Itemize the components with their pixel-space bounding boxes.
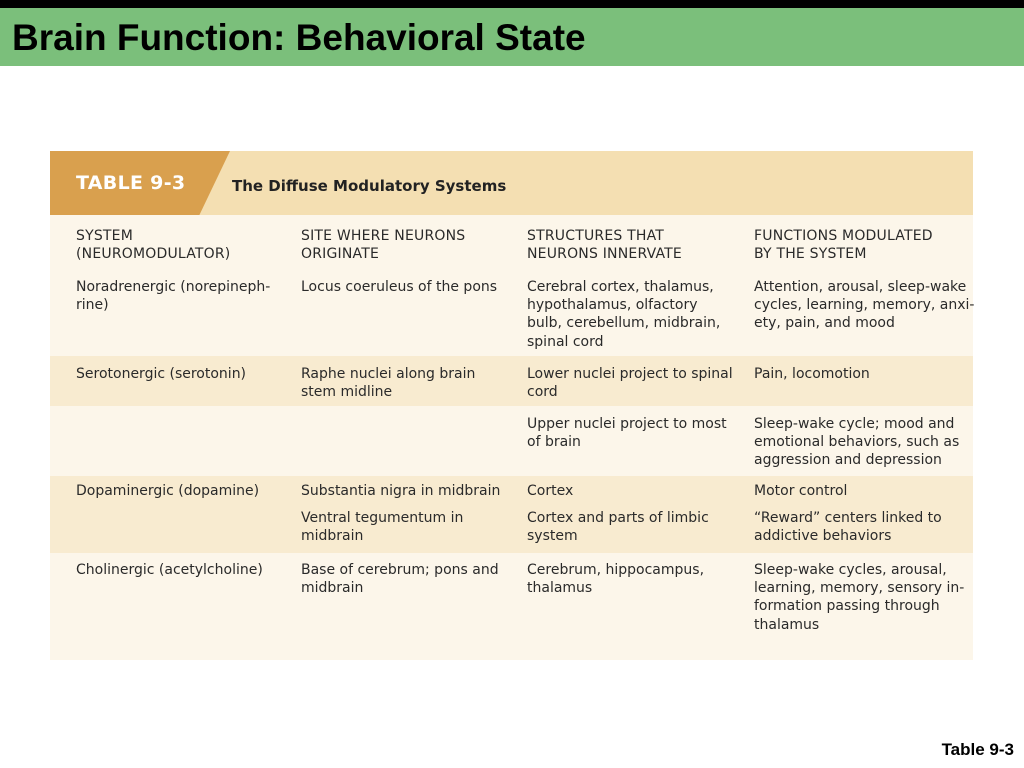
- table-cell: Cortex and parts of limbic system: [527, 510, 709, 545]
- table-cell: Base of cerebrum; pons and midbrain: [301, 562, 499, 597]
- table-cell: Sleep-wake cycles, arousal, learning, memory, sensory in- formation passing through thalamus: [754, 562, 965, 633]
- table-cell: Motor control: [754, 483, 848, 499]
- table-cell: Locus coeruleus of the pons: [301, 279, 498, 295]
- table-cell: Ventral tegumentum in midbrain: [301, 510, 464, 545]
- table-cell: Noradrenergic (norepineph- rine): [76, 279, 271, 314]
- table-cell: Upper nuclei project to most of brain: [527, 416, 727, 451]
- table-caption: The Diffuse Modulatory Systems: [232, 177, 507, 195]
- table-cell: Dopaminergic (dopamine): [76, 483, 260, 499]
- table-cell: Cortex: [527, 483, 574, 499]
- column-header-functions: FUNCTIONS MODULATED BY THE SYSTEM: [754, 228, 933, 263]
- table-cell: Substantia nigra in midbrain: [301, 483, 501, 499]
- table-header-band: [50, 151, 973, 215]
- slide-footer-label: Table 9-3: [941, 740, 1014, 759]
- table-cell: Lower nuclei project to spinal cord: [527, 366, 733, 401]
- table-cell: Serotonergic (serotonin): [76, 366, 247, 382]
- column-header-origin: SITE WHERE NEURONS ORIGINATE: [301, 228, 466, 263]
- table-cell: Pain, locomotion: [754, 366, 870, 382]
- table-cell: Cerebrum, hippocampus, thalamus: [527, 562, 705, 597]
- table-cell: Cerebral cortex, thalamus, hypothalamus, olfactory bulb, cerebellum, midbrain, spinal cord: [527, 279, 721, 350]
- column-header-structures: STRUCTURES THAT NEURONS INNERVATE: [527, 228, 682, 263]
- table-cell: Attention, arousal, sleep-wake cycles, learning, memory, anxi- ety, pain, and mood: [754, 279, 975, 332]
- slide-title: Brain Function: Behavioral State: [12, 17, 586, 58]
- table-cell: “Reward” centers linked to addictive behaviors: [754, 510, 942, 545]
- table-cell: Cholinergic (acetylcholine): [76, 562, 263, 578]
- table-figure: [50, 151, 973, 660]
- column-header-system: SYSTEM (NEUROMODULATOR): [76, 228, 231, 263]
- table-cell: Sleep-wake cycle; mood and emotional behaviors, such as aggression and depression: [754, 416, 960, 469]
- table-number: TABLE 9-3: [76, 172, 186, 194]
- table-cell: Raphe nuclei along brain stem midline: [301, 366, 476, 401]
- title-bar: [0, 8, 1024, 66]
- top-rule: [0, 0, 1024, 8]
